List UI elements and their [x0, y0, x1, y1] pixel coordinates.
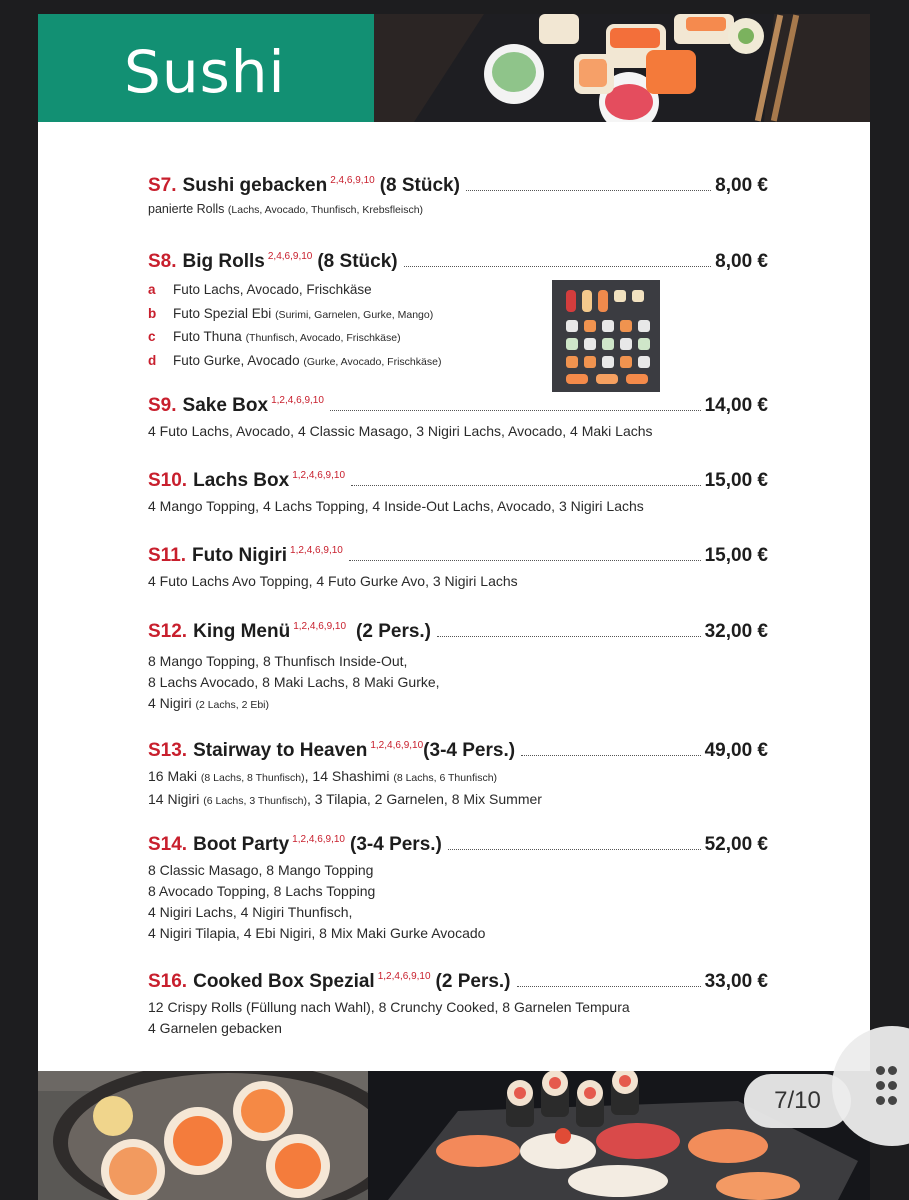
sushi-rolls-illustration — [552, 280, 660, 392]
item-quantity: (8 Stück) — [317, 251, 398, 272]
leader-dots — [466, 190, 711, 191]
menu-item-s10 — [148, 466, 768, 517]
item-allergens: 2,4,6,9,10 — [267, 251, 313, 262]
item-description: 4 Mango Topping, 4 Lachs Topping, 4 Inside-Out Lachs, Avocado, 3 Nigiri Lachs — [148, 498, 644, 514]
menu-item-s12 — [148, 617, 768, 716]
leader-dots — [517, 986, 701, 987]
item-name: King Menü — [193, 621, 291, 642]
page-title: Sushi — [124, 38, 286, 106]
menu-item-s11 — [148, 541, 768, 592]
item-price: 8,00 € — [715, 175, 768, 196]
item-price: 49,00 € — [704, 740, 768, 761]
item-description: 12 Crispy Rolls (Füllung nach Wahl), 8 Crunchy Cooked, 8 Garnelen Tempura 4 Garnelen gebacken — [148, 999, 630, 1036]
item-allergens: 1,2,4,6,9,10 — [292, 470, 346, 481]
menu-item-s16 — [148, 967, 768, 1039]
grid-dots-icon — [832, 1026, 892, 1146]
item-allergens: 1,2,4,6,9,10 — [293, 621, 347, 632]
item-allergens: 1,2,4,6,9,10 — [290, 545, 343, 556]
variant-item: d Futo Gurke, Avocado (Gurke, Avocado, Frischkäse) — [148, 352, 442, 368]
item-allergens: 1,2,4,6,9,10 — [292, 834, 345, 845]
variant-item: a Futo Lachs, Avocado, Frischkäse — [148, 282, 372, 297]
item-quantity: (2 Pers.) — [356, 621, 432, 642]
leader-dots — [330, 410, 701, 411]
item-name: Cooked Box Spezial — [193, 971, 375, 992]
item-code: S12. — [148, 621, 188, 642]
menu-item-s7 — [148, 171, 768, 221]
header-band — [38, 14, 374, 122]
item-description: 8 Classic Masago, 8 Mango Topping 8 Avocado Topping, 8 Lachs Topping 4 Nigiri Lachs, 4 Nigiri Thunfisch, 4 Nigiri Tilapia, 4 Ebi Nigiri, 8 Mix Maki Gurke Avocado — [148, 862, 486, 941]
item-price: 32,00 € — [704, 621, 768, 642]
item-quantity: (2 Pers.) — [435, 971, 511, 992]
item-allergens: 1,2,4,6,9,10 — [370, 740, 424, 751]
item-description: panierte Rolls (Lachs, Avocado, Thunfisch, Krebsfleisch) — [148, 202, 424, 216]
item-code: S9. — [148, 395, 177, 416]
sushi-platter-illustration — [374, 14, 870, 122]
menu-item-s8 — [148, 247, 768, 373]
page-indicator: 7/10 — [744, 1074, 851, 1128]
item-price: 15,00 € — [704, 470, 768, 491]
big-rolls-photo — [552, 280, 660, 392]
item-quantity: (3-4 Pers.) — [423, 740, 516, 761]
grid-menu-button[interactable] — [832, 1026, 909, 1146]
item-code: S11. — [148, 545, 187, 566]
menu-item-s13 — [148, 736, 768, 812]
menu-item-s14 — [148, 830, 768, 944]
item-code: S8. — [148, 251, 177, 272]
menu-page — [38, 14, 870, 1200]
item-price: 14,00 € — [704, 395, 768, 416]
item-name: Sushi gebacken — [182, 175, 328, 196]
item-name: Big Rolls — [182, 251, 265, 272]
item-description: 4 Futo Lachs Avo Topping, 4 Futo Gurke Avo, 3 Nigiri Lachs — [148, 573, 518, 589]
item-name: Futo Nigiri — [192, 545, 288, 566]
item-description: 8 Mango Topping, 8 Thunfisch Inside-Out, 8 Lachs Avocado, 8 Maki Lachs, 8 Maki Gurke, 4 Nigiri (2 Lachs, 2 Ebi) — [148, 653, 440, 711]
item-price: 52,00 € — [704, 834, 768, 855]
item-allergens: 1,2,4,6,9,10 — [377, 971, 431, 982]
menu-item-s9 — [148, 391, 768, 442]
item-description: 4 Futo Lachs, Avocado, 4 Classic Masago, 3 Nigiri Lachs, Avocado, 4 Maki Lachs — [148, 423, 653, 439]
item-description: 16 Maki (8 Lachs, 8 Thunfisch), 14 Shashimi (8 Lachs, 6 Thunfisch) 14 Nigiri (6 Lachs, 3 Thunfisch), 3 Tilapia, 2 Garnelen, 8 Mix Summer — [148, 768, 542, 807]
variant-item: b Futo Spezial Ebi (Surimi, Garnelen, Gurke, Mango) — [148, 305, 434, 321]
item-allergens: 1,2,4,6,9,10 — [271, 395, 324, 406]
item-allergens: 2,4,6,9,10 — [330, 175, 375, 186]
item-code: S14. — [148, 834, 188, 855]
item-price: 8,00 € — [715, 251, 768, 272]
variant-list — [148, 279, 768, 373]
leader-dots — [349, 560, 701, 561]
item-quantity: (8 Stück) — [379, 175, 460, 196]
leader-dots — [351, 485, 701, 486]
item-code: S13. — [148, 740, 188, 761]
item-code: S16. — [148, 971, 188, 992]
item-name: Lachs Box — [193, 470, 290, 491]
item-name: Boot Party — [193, 834, 290, 855]
leader-dots — [437, 636, 701, 637]
item-name: Stairway to Heaven — [193, 740, 368, 761]
leader-dots — [404, 266, 712, 267]
item-code: S7. — [148, 175, 177, 196]
item-price: 15,00 € — [704, 545, 768, 566]
item-name: Sake Box — [182, 395, 269, 416]
item-price: 33,00 € — [704, 971, 768, 992]
item-quantity: (3-4 Pers.) — [350, 834, 442, 855]
leader-dots — [521, 755, 701, 756]
sushi-header-photo — [374, 14, 870, 122]
leader-dots — [448, 849, 701, 850]
variant-item: c Futo Thuna (Thunfisch, Avocado, Frischkäse) — [148, 329, 401, 344]
item-code: S10. — [148, 470, 188, 491]
